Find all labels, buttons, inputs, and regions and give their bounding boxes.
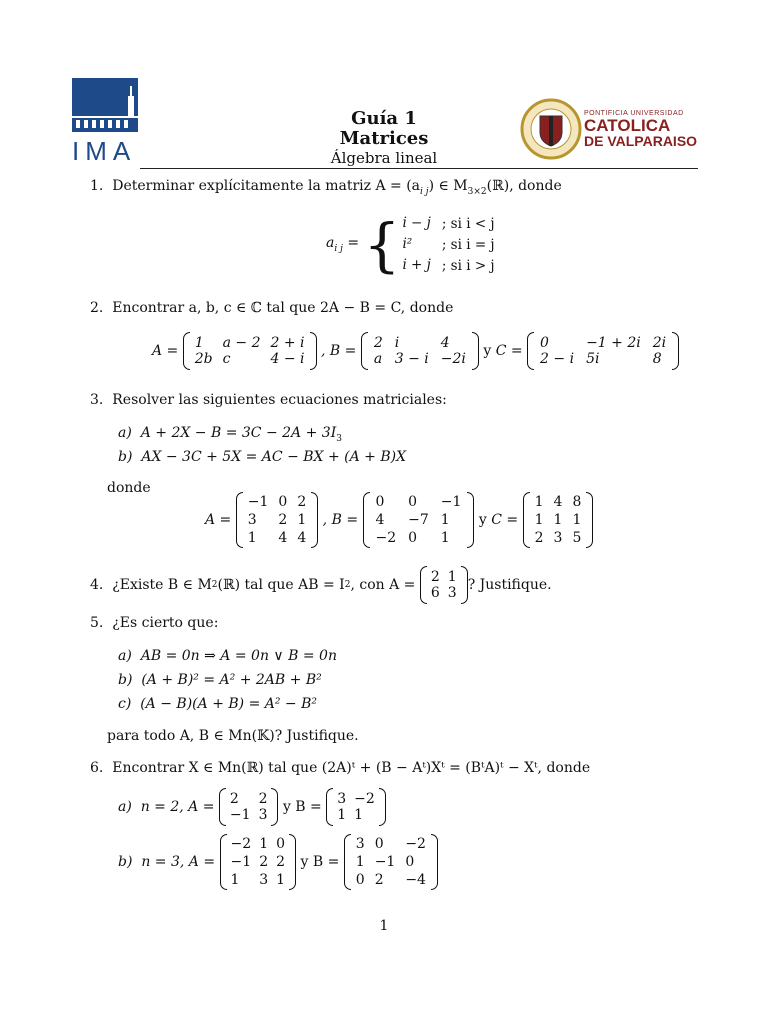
problem-5-b: b) (A + B)² = A² + 2AB + B²: [118, 672, 322, 688]
problem-4: 4. ¿Existe B ∈ M 2 (ℝ) tal que AB = I 2 , con A = 2 1 6 3 ? Justifique.: [90, 566, 552, 604]
problem-6: 6. Encontrar X ∈ Mn(ℝ) tal que (2A)ᵗ + (B − Aᵗ)Xᵗ = (BᵗA)ᵗ − Xᵗ, donde: [90, 760, 591, 776]
pucv-line2: CATOLICA: [584, 116, 671, 135]
problem-3-b: b) AX − 3C + 5X = AC − BX + (A + B)X: [118, 449, 407, 465]
problem-5: 5. ¿Es cierto que:: [90, 615, 219, 631]
header-rule: [140, 168, 698, 169]
problem-5-a: a) AB = 0n ⇒ A = 0n ∨ B = 0n: [118, 648, 337, 664]
problem-1-number: 1.: [90, 178, 104, 194]
problem-3: 3. Resolver las siguientes ecuaciones matriciales:: [90, 392, 447, 408]
pucv-logo: [520, 96, 700, 162]
problem-2-matrices: A = 1 a − 2 2 + i 2b c 4 − i , B = 2 i 4 a 3 − i −2i y C = 0 −1 + 2i 2i 2 − i 5i 8: [152, 332, 679, 370]
problem-3-matrices: A = −1 0 2 3 2 1 1 4 4 , B = 0 0 −1 4 −7 1 −2 0 1 y C = 1 4 8 1 1 1 2 3 5: [205, 492, 593, 548]
course-name: Álgebra lineal: [330, 149, 438, 167]
problem-1: 1. Determinar explícitamente la matriz $A = (a_{i j})$ ∈ $M_{3\times 2}(ℝ)$, donde: [90, 178, 562, 197]
pucv-seal-icon: [520, 96, 582, 162]
page-title: Guía 1: [351, 108, 417, 129]
problem-3-donde: donde: [107, 480, 151, 496]
pucv-line1: PONTIFICIA UNIVERSIDAD: [584, 110, 684, 117]
problem-1-cases: $a_{i j}$ = { i − j ; si i < j i² ; si i = j i + j ; si i > j: [326, 210, 495, 279]
problem-5-c: c) (A − B)(A + B) = A² − B²: [118, 696, 318, 712]
pucv-line3: DE VALPARAISO: [584, 133, 698, 149]
ima-logo-text: IMA: [72, 136, 137, 166]
problem-6-a: a) n = 2, A = 2 2 −1 3 y B = 3 −2 1 1: [118, 788, 386, 826]
page-subtitle: Matrices: [339, 128, 429, 149]
problem-6-b: b) n = 3, A = −2 1 0 −1 2 2 1 3 1 y B = 3 0 −2 1 −1 0 0 2 −4: [118, 834, 438, 890]
problem-3-a: a) $A + 2X - B = 3C - 2A + 3I_3$: [118, 425, 342, 444]
problem-5-end: para todo A, B ∈ Mn(𝕂)? Justifique.: [107, 728, 359, 744]
problem-2: 2. Encontrar a, b, c ∈ ℂ tal que 2A − B = C, donde: [90, 300, 454, 316]
page-number: 1: [379, 918, 389, 934]
